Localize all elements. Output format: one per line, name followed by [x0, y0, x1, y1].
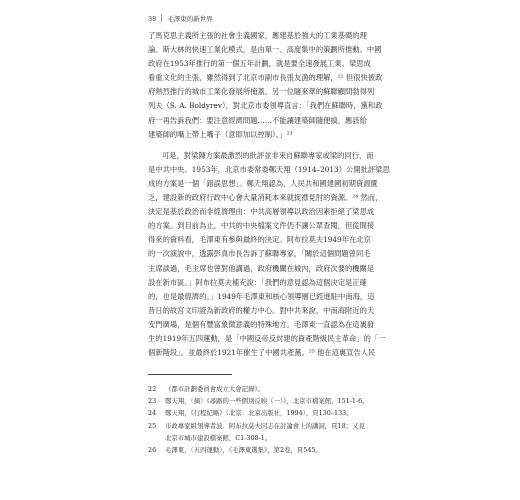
body-line: 生的1919年五四運動，是「中國反帝反封建的資產階級民主革命」的「一 — [148, 333, 386, 343]
chapter-title: 毛澤東的新世界 — [167, 15, 213, 23]
footnote-number: 25 — [148, 421, 157, 430]
body-line: 是中共中央。1953年，北京市委常委鄭天翔（1914–2013）公開批評梁思 — [148, 164, 390, 174]
body-line: 設在新市區。」阿布拉莫夫補充說：「我們的意見認為這個決定是正確 — [148, 277, 367, 287]
footnote — [148, 383, 392, 395]
footnote-text: 鄭天翔，〈摘〉《尋路的一些個別反映（一）》，北京市檔案館，151-1-6。 — [165, 397, 369, 406]
body-line: 的，也是最經濟的。」1949年毛澤東和核心領導層已經進駐中南海，這 — [148, 291, 375, 301]
footnote — [148, 420, 392, 432]
body-line: 乏，建設新的政府行政中心會大量消耗本來就捉襟見肘的資源。²⁴ 然而， — [148, 193, 383, 203]
body-line: 得來的資料看，毛澤東有參與最終的決定。阿布拉莫夫1949年在北京 — [148, 235, 371, 245]
body-line: 建築師的嘴上帶上嘴子（意即加以控制）。」²³ — [148, 129, 293, 139]
body-line: 府一再告訴我們：要注意經濟問題……不能讓建築師隨便搞，應該給 — [148, 115, 367, 125]
footnote-text: 《都市計劃委員會成立大會記錄》。 — [165, 385, 265, 393]
footnotes — [148, 383, 392, 456]
footnote-text: 市政專家組領導者波．阿布拉莫夫同志在討論會上的講詞，頁18；又見 — [165, 421, 365, 430]
footnote-number: 22 — [148, 385, 157, 393]
footnote-divider — [148, 374, 232, 375]
body-line: 昔日的故宮文印證為新政府的權力中心。對中共來說，中南海附近的天 — [148, 305, 375, 315]
body-line: 看重文化的主張，雖然得到了北京市副市長張友漁的理解，²² 但很快被政 — [148, 73, 383, 83]
body-line: 政府在1953年推行的第一個五年計劃，就是要全速發展工業。梁思成 — [148, 59, 371, 69]
footnote — [148, 395, 392, 407]
body-line: 決定是基於政治而非經濟理由：中共高層領導以政治因素拒絕了梁思成 — [148, 207, 375, 217]
body-line: 論。斯大林的快速工業化模式，是由單一、高度集中的策劃所推動。中國 — [148, 45, 382, 55]
body-line: 個新階段」，並最終於1921年催生了中國共產黨。²⁵ 他在這裏宣告人民 — [148, 348, 376, 358]
footnote-number: 24 — [148, 409, 157, 418]
body-line: 列夫（S. A. Boldyrev），對北京市委領導直言：「我們在蘇聯時，黨和政 — [148, 101, 383, 111]
footnote-number: 26 — [148, 445, 157, 454]
footnote — [148, 407, 392, 419]
body-line: 的一次演說中，透露彭真市長告訴了蘇聯專家，「關於這個問題曾同毛 — [148, 249, 371, 259]
footnote-number: 23 — [148, 397, 157, 406]
body-line: 府熱烈推行的城市工業化發展所掩蓋。另一位隨來華的蘇聯顧問勃得列 — [148, 87, 375, 97]
running-header — [148, 14, 213, 24]
body-line: 了馬克思主義所主張的社會主義國家，應建基於強大的工業基礎的理 — [148, 31, 367, 40]
footnote-text: 鄭天翔，《行程紀略》（北京：北京出版社，1994），頁130–133。 — [165, 409, 353, 418]
footnote — [148, 444, 392, 456]
header-divider — [161, 14, 162, 22]
page-number: 38 — [148, 15, 157, 23]
body-line: 可是，對梁陳方案最激烈的批評並非來自蘇聯專家或梁的同行，而 — [162, 150, 374, 160]
body-line: 主席談過，毛主席也曾對他講過，政府機關在城內，政府次要的機關是 — [148, 263, 375, 273]
body-text — [148, 29, 392, 360]
footnote-continuation: 北京市城市建設檔案館，C1-308-1。 — [165, 433, 272, 442]
body-line: 的方案。到目前為止，中共的中央檔案文件仍不讓公眾查閱，但從間接 — [148, 221, 375, 231]
body-line: 安門廣場，是個有豐富象徵意義的特殊地方。毛澤東一直認為在這裏發 — [148, 319, 375, 329]
footnote-text: 毛澤東，〈五四運動〉，《毛澤東選集》，第2卷，頁545。 — [165, 445, 322, 454]
body-line: 成的方案是一個「錯誤思想」。鄭天翔認為，人民共和國建國初期資源匱 — [148, 178, 378, 188]
